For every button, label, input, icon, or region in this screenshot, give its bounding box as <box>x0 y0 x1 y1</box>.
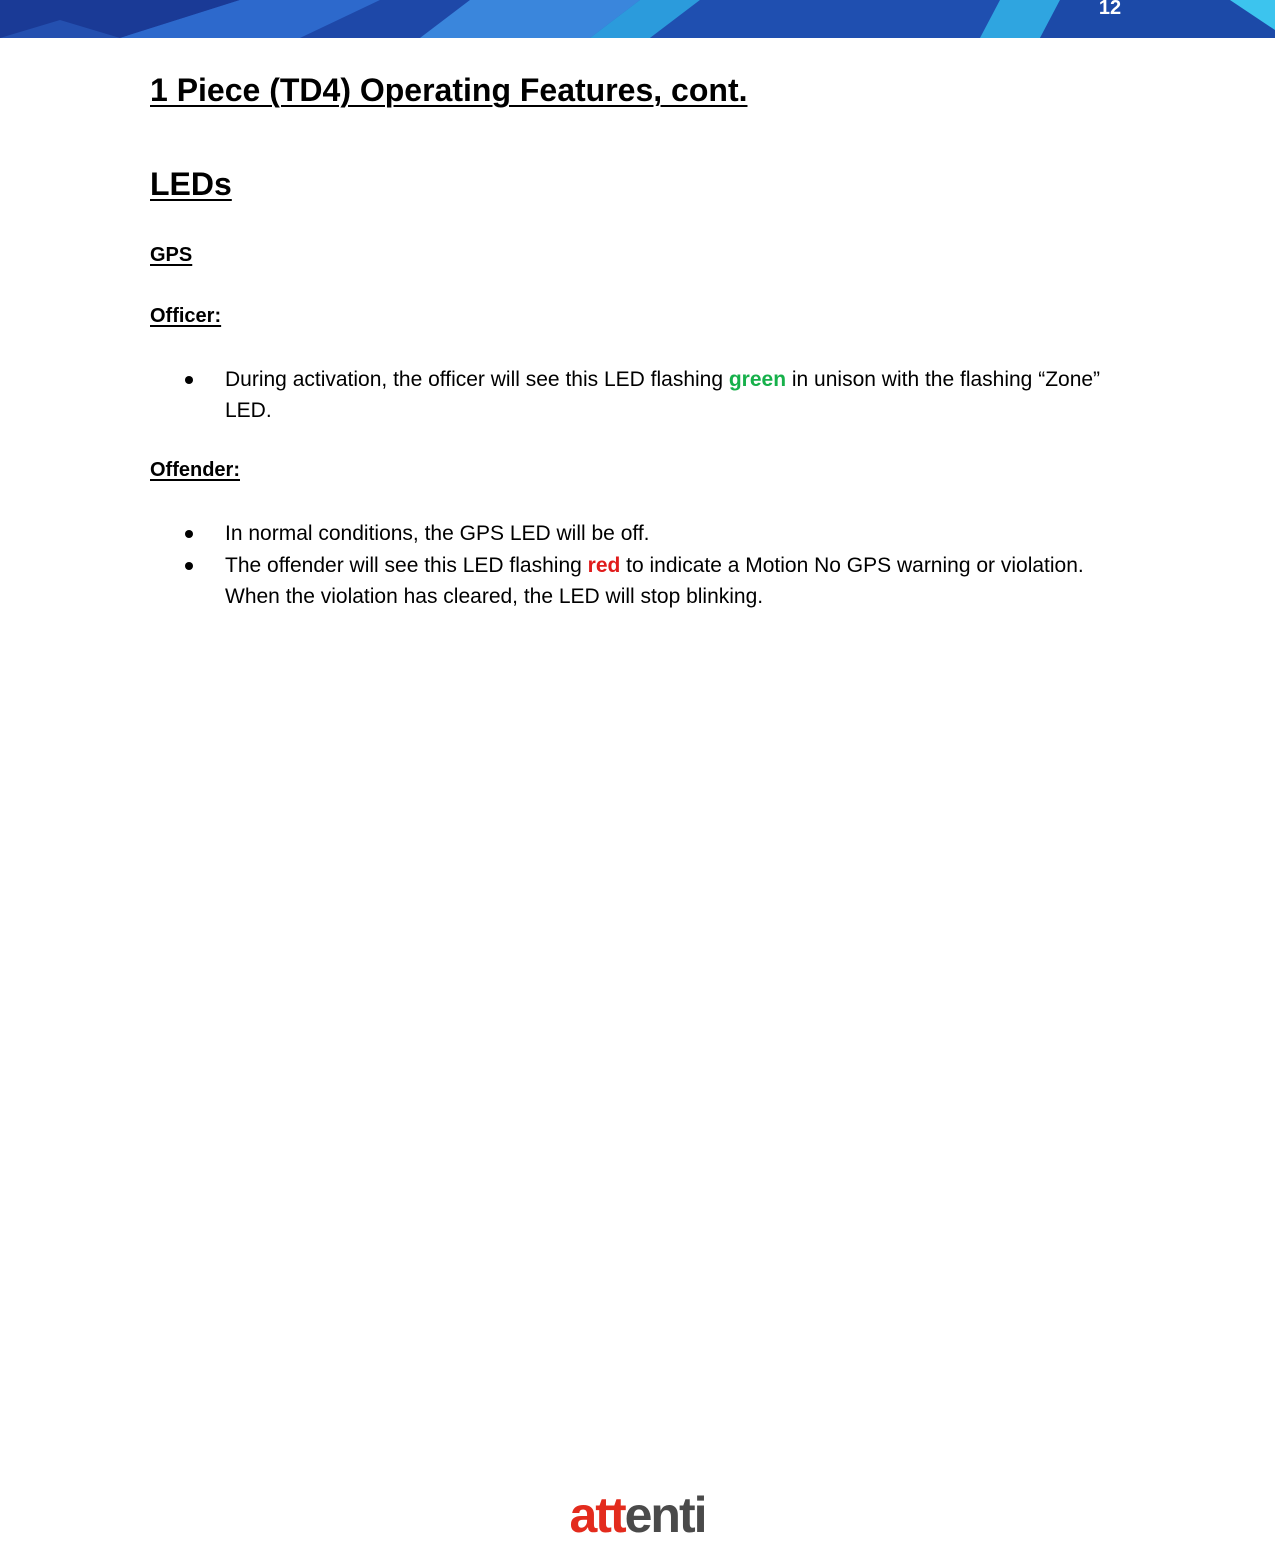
bullet-text-before: During activation, the officer will see this LED flashing <box>225 368 729 391</box>
highlight-red: red <box>587 554 621 577</box>
page-title: 1 Piece (TD4) Operating Features, cont. <box>150 72 748 108</box>
bullet-icon <box>185 530 193 538</box>
header-facet <box>650 0 1000 38</box>
bullet-icon <box>185 562 193 570</box>
list-item <box>150 364 1120 426</box>
logo-part-enti: enti <box>624 1487 706 1543</box>
section-title: LEDs <box>150 166 232 202</box>
attenti-logo <box>0 1487 1275 1543</box>
bullet-text-after: to indicate a Motion No GPS warning or violation. When the violation has cleared, the LED will stop blinking. <box>225 554 1084 608</box>
header-decoration <box>0 0 1275 38</box>
gps-heading: GPS <box>150 244 193 266</box>
bullet-text-after: in unison with the flashing “Zone” LED. <box>225 368 1101 422</box>
highlight-green: green <box>728 368 787 391</box>
bullet-text-before: The offender will see this LED flashing <box>225 554 588 577</box>
bullet-text: In normal conditions, the GPS LED will be off. <box>225 522 650 545</box>
bullet-icon <box>185 376 193 384</box>
officer-list <box>150 364 1120 426</box>
list-item <box>150 550 1120 612</box>
page-number: 12 <box>1098 0 1122 19</box>
officer-heading: Officer: <box>150 305 222 327</box>
offender-heading: Offender: <box>150 459 240 481</box>
offender-list <box>150 518 1120 612</box>
header-band <box>0 0 1275 38</box>
list-item <box>150 518 1120 549</box>
logo-part-tt: tt <box>595 1487 625 1543</box>
logo-part-a: a <box>569 1487 596 1543</box>
